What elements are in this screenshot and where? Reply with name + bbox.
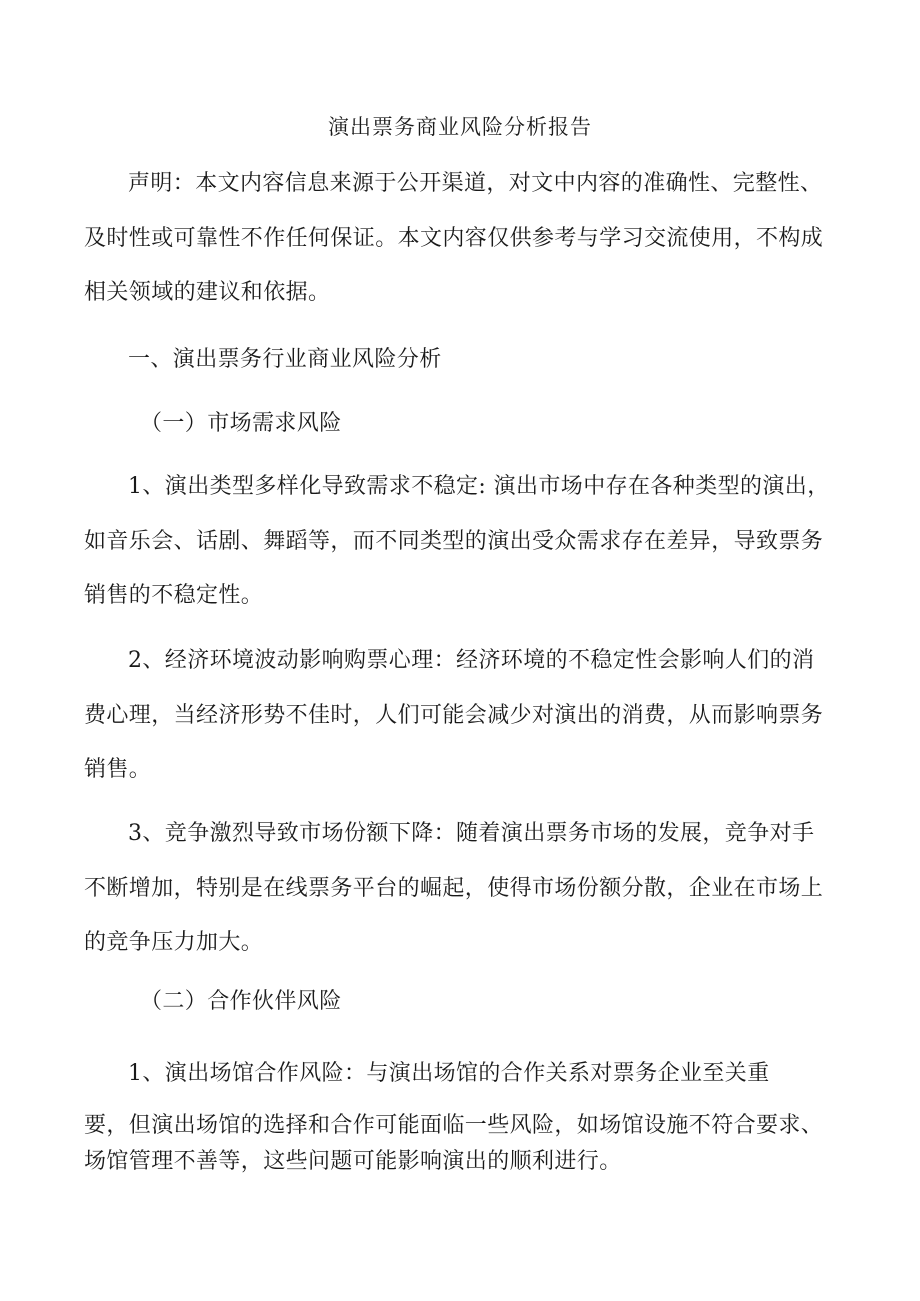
sub1-item2-line-3: 销售。: [84, 757, 152, 782]
sub1-item2-line-1: 2、经济环境波动影响购票心理：经济环境的不稳定性会影响人们的消: [128, 648, 815, 673]
subsection-1-heading: （一）市场需求风险: [140, 411, 342, 436]
sub2-item1-line-3: 场馆管理不善等，这些问题可能影响演出的顺利进行。: [84, 1149, 622, 1174]
sub1-item3-line-3: 的竞争压力加大。: [84, 930, 264, 955]
sub1-item1-line-3: 销售的不稳定性。: [84, 583, 264, 608]
document-title: 演出票务商业风险分析报告: [328, 115, 592, 139]
section-1-heading: 一、演出票务行业商业风险分析: [128, 347, 442, 372]
sub2-item1-line-2: 要，但演出场馆的选择和合作可能面临一些风险，如场馆设施不符合要求、: [84, 1113, 824, 1138]
disclaimer-line-3: 相关领域的建议和依据。: [84, 280, 331, 305]
disclaimer-line-1: 声明：本文内容信息来源于公开渠道，对文中内容的准确性、完整性、: [128, 171, 823, 196]
sub1-item1-line-2: 如音乐会、话剧、舞蹈等，而不同类型的演出受众需求存在差异，导致票务: [84, 529, 824, 554]
sub2-item1-line-1: 1、演出场馆合作风险：与演出场馆的合作关系对票务企业至关重: [128, 1061, 770, 1086]
sub1-item1-line-1: 1、演出类型多样化导致需求不稳定: 演出市场中存在各种类型的演出，: [128, 474, 830, 499]
subsection-2-heading: （二）合作伙伴风险: [140, 989, 342, 1014]
disclaimer-line-2: 及时性或可靠性不作任何保证。本文内容仅供参考与学习交流使用，不构成: [84, 226, 824, 251]
sub1-item3-line-1: 3、竞争激烈导致市场份额下降：随着演出票务市场的发展，竞争对手: [128, 821, 815, 846]
sub1-item2-line-2: 费心理，当经济形势不佳时，人们可能会减少对演出的消费，从而影响票务: [84, 703, 824, 728]
sub1-item3-line-2: 不断增加，特别是在线票务平台的崛起，使得市场份额分散，企业在市场上: [84, 876, 824, 901]
